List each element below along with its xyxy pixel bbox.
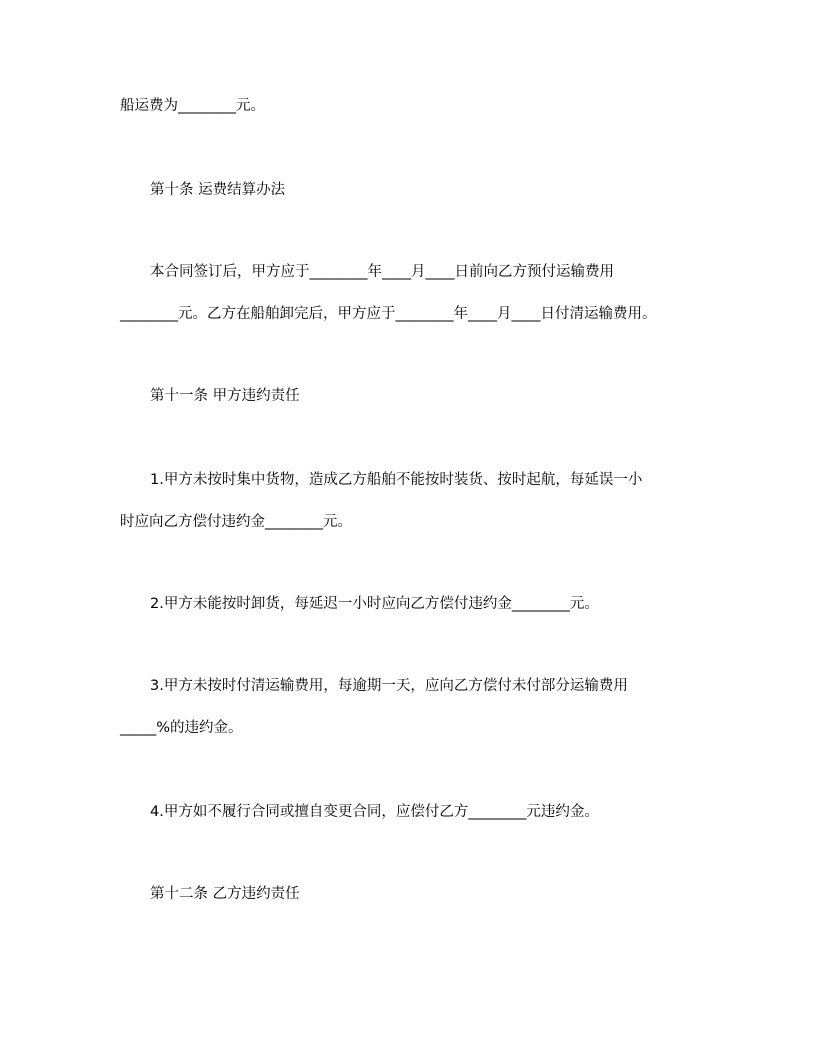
paragraph-freight-amount-end: 船运费为________元。 (120, 98, 265, 114)
article-11-item-1-line-1: 1.甲方未按时集中货物，造成乙方船舶不能按时装货、按时起航，每延误一小 (150, 472, 643, 488)
article-10-heading: 第十条 运费结算办法 (150, 182, 286, 198)
article-11-item-2: 2.甲方未能按时卸货，每延迟一小时应向乙方偿付违约金________元。 (150, 596, 599, 612)
article-12-heading: 第十二条 乙方违约责任 (150, 886, 300, 902)
article-11-heading: 第十一条 甲方违约责任 (150, 388, 300, 404)
article-10-text-line-1: 本合同签订后，甲方应于________年____月____日前向乙方预付运输费用 (150, 264, 614, 280)
article-11-item-4: 4.甲方如不履行合同或擅自变更合同，应偿付乙方________元违约金。 (150, 804, 599, 820)
article-11-item-3-line-1: 3.甲方未按时付清运输费用，每逾期一天，应向乙方偿付未付部分运输费用 (150, 678, 628, 694)
article-11-item-1-line-2: 时应向乙方偿付违约金________元。 (120, 514, 352, 530)
article-11-item-3-line-2: _____%的违约金。 (120, 720, 243, 736)
article-10-text-line-2: ________元。乙方在船舶卸完后，甲方应于________年____月____日付清运输费用。 (120, 306, 657, 322)
